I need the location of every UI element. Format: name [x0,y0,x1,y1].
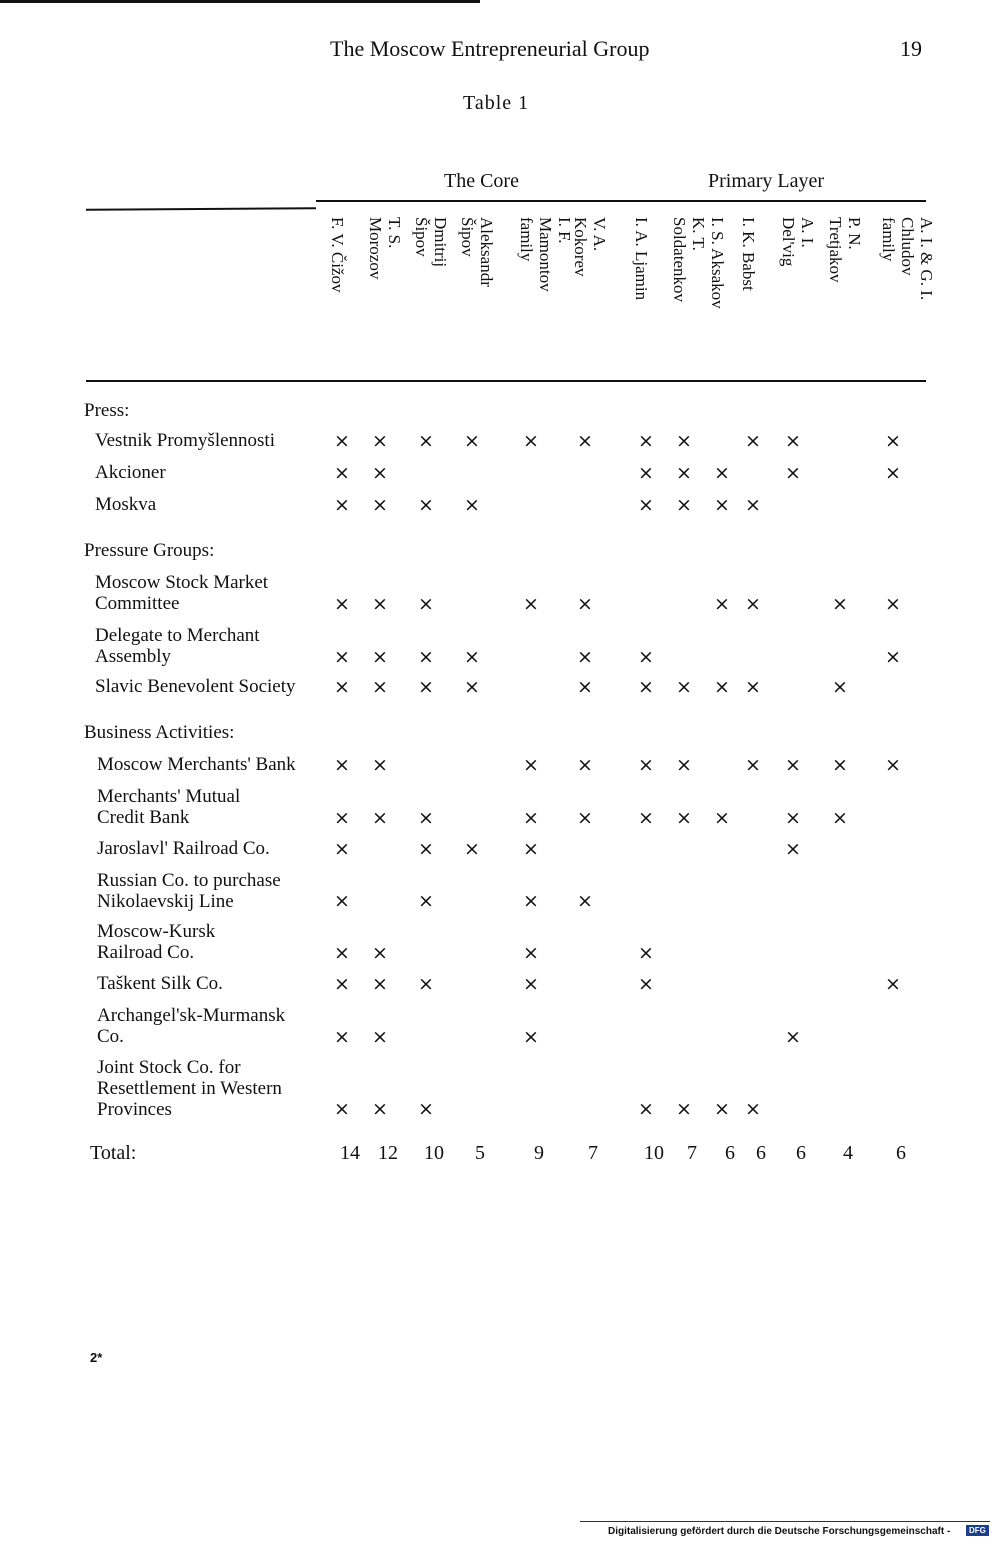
membership-mark: × [676,807,692,829]
membership-mark: × [885,430,901,452]
membership-mark: × [577,593,593,615]
membership-mark: × [885,973,901,995]
membership-mark: × [334,754,350,776]
row-label: Joint Stock Co. for Resettlement in Western Provinces [97,1057,282,1120]
membership-mark: × [464,838,480,860]
membership-mark: × [334,890,350,912]
column-header: Dmitrij Šipov [412,217,450,268]
membership-mark: × [577,430,593,452]
membership-mark: × [372,807,388,829]
membership-mark: × [523,593,539,615]
membership-mark: × [714,807,730,829]
membership-mark: × [832,676,848,698]
membership-mark: × [523,807,539,829]
membership-mark: × [676,676,692,698]
row-label: Akcioner [95,462,166,483]
total-value: 6 [756,1142,766,1164]
membership-mark: × [334,494,350,516]
membership-mark: × [418,494,434,516]
membership-mark: × [638,807,654,829]
column-header: I. K. Babst [739,217,758,291]
membership-mark: × [523,838,539,860]
row-label: Delegate to Merchant Assembly [95,625,260,667]
membership-mark: × [676,494,692,516]
membership-mark: × [638,430,654,452]
table-top-rule-left [86,207,316,211]
total-value: 6 [796,1142,806,1164]
total-value: 6 [725,1142,735,1164]
membership-mark: × [372,1098,388,1120]
row-label: Moscow Merchants' Bank [97,754,296,775]
membership-mark: × [418,646,434,668]
membership-mark: × [638,646,654,668]
column-header: P. N. Tretjakov [826,217,864,283]
column-header: T. S. Morozov [366,217,404,280]
membership-mark: × [334,1026,350,1048]
membership-mark: × [745,1098,761,1120]
membership-mark: × [334,1098,350,1120]
membership-mark: × [418,593,434,615]
membership-mark: × [334,646,350,668]
membership-mark: × [464,494,480,516]
membership-mark: × [464,430,480,452]
row-label: Taškent Silk Co. [97,973,223,994]
membership-mark: × [745,676,761,698]
membership-mark: × [577,676,593,698]
membership-mark: × [885,646,901,668]
membership-mark: × [745,593,761,615]
row-label: Russian Co. to purchase Nikolaevskij Line [97,870,281,912]
column-header: I. F. Mamontov family [517,217,574,292]
total-value: 12 [378,1142,398,1164]
membership-mark: × [334,973,350,995]
membership-mark: × [885,754,901,776]
total-value: 9 [534,1142,544,1164]
membership-mark: × [577,890,593,912]
total-value: 10 [424,1142,444,1164]
membership-mark: × [832,754,848,776]
membership-mark: × [523,430,539,452]
membership-mark: × [785,838,801,860]
membership-mark: × [785,430,801,452]
membership-mark: × [372,494,388,516]
membership-mark: × [714,1098,730,1120]
membership-mark: × [418,1098,434,1120]
header-bottom-rule [86,380,926,382]
membership-mark: × [714,494,730,516]
membership-mark: × [785,754,801,776]
row-label: Slavic Benevolent Society [95,676,296,697]
membership-mark: × [523,1026,539,1048]
membership-mark: × [334,430,350,452]
total-value: 4 [843,1142,853,1164]
column-header: F. V. Čižov [328,217,347,293]
membership-mark: × [372,754,388,776]
column-header: V. A. Kokorev [571,217,609,277]
group-label-primary: Primary Layer [708,170,825,192]
group-label-core: The Core [444,170,519,192]
row-label: Vestnik Promyšlennosti [95,430,275,451]
membership-mark: × [832,593,848,615]
membership-mark: × [418,973,434,995]
membership-mark: × [464,646,480,668]
membership-mark: × [418,807,434,829]
row-label: Merchants' Mutual Credit Bank [97,786,241,828]
membership-mark: × [372,973,388,995]
membership-mark: × [372,646,388,668]
total-value: 6 [896,1142,906,1164]
total-label: Total: [90,1142,137,1164]
column-header: A. I. Del'vig [779,217,817,267]
membership-mark: × [885,593,901,615]
membership-mark: × [676,462,692,484]
total-value: 7 [687,1142,697,1164]
membership-mark: × [638,676,654,698]
membership-mark: × [638,973,654,995]
membership-mark: × [745,754,761,776]
membership-mark: × [372,593,388,615]
membership-mark: × [523,973,539,995]
row-label: Jaroslavl' Railroad Co. [97,838,270,859]
membership-mark: × [714,593,730,615]
section-title: Business Activities: [84,722,235,743]
membership-mark: × [638,942,654,964]
membership-mark: × [676,430,692,452]
membership-mark: × [638,754,654,776]
total-value: 5 [475,1142,485,1164]
membership-mark: × [523,754,539,776]
membership-mark: × [714,462,730,484]
membership-mark: × [372,676,388,698]
total-value: 14 [340,1142,360,1164]
membership-mark: × [676,1098,692,1120]
membership-mark: × [372,1026,388,1048]
page-number: 19 [900,36,922,61]
table-top-rule [316,200,926,202]
membership-mark: × [334,838,350,860]
membership-mark: × [577,807,593,829]
total-value: 7 [588,1142,598,1164]
membership-mark: × [372,942,388,964]
membership-mark: × [745,430,761,452]
section-title: Press: [84,400,130,421]
membership-mark: × [785,807,801,829]
table-title: Table 1 [463,92,530,114]
membership-mark: × [334,942,350,964]
membership-mark: × [418,890,434,912]
membership-mark: × [885,462,901,484]
column-header: A. I. & G. I. Chludov family [879,217,936,301]
membership-mark: × [714,676,730,698]
column-header: I. A. Ljamin [632,217,651,301]
membership-mark: × [638,494,654,516]
membership-mark: × [334,676,350,698]
dfg-logo: DFG [966,1525,989,1536]
membership-mark: × [523,890,539,912]
membership-mark: × [372,430,388,452]
membership-mark: × [418,838,434,860]
membership-mark: × [418,430,434,452]
column-header: Aleksandr Šipov [458,217,496,287]
column-header: I. S. Aksakov [708,217,727,309]
section-title: Pressure Groups: [84,540,215,561]
running-head: The Moscow Entrepreneurial Group [330,36,650,61]
row-label: Moscow-Kursk Railroad Co. [97,921,216,963]
column-header: K. T. Soldatenkov [670,217,708,302]
membership-mark: × [418,676,434,698]
membership-mark: × [334,462,350,484]
membership-mark: × [676,754,692,776]
membership-mark: × [464,676,480,698]
membership-mark: × [334,807,350,829]
footnote-mark: 2* [90,1350,103,1365]
membership-mark: × [785,1026,801,1048]
membership-mark: × [577,754,593,776]
row-label: Moscow Stock Market Committee [95,572,269,614]
membership-mark: × [785,462,801,484]
membership-mark: × [832,807,848,829]
row-label: Moskva [95,494,157,515]
footer-text: Digitalisierung gefördert durch die Deutsche Forschungsgemeinschaft - [608,1526,951,1537]
row-label: Archangel'sk-Murmansk Co. [97,1005,286,1047]
membership-mark: × [334,593,350,615]
membership-mark: × [638,462,654,484]
membership-mark: × [745,494,761,516]
top-rule [0,0,480,3]
footer-rule [580,1521,990,1522]
membership-mark: × [638,1098,654,1120]
total-value: 10 [644,1142,664,1164]
membership-mark: × [577,646,593,668]
membership-mark: × [372,462,388,484]
membership-mark: × [523,942,539,964]
